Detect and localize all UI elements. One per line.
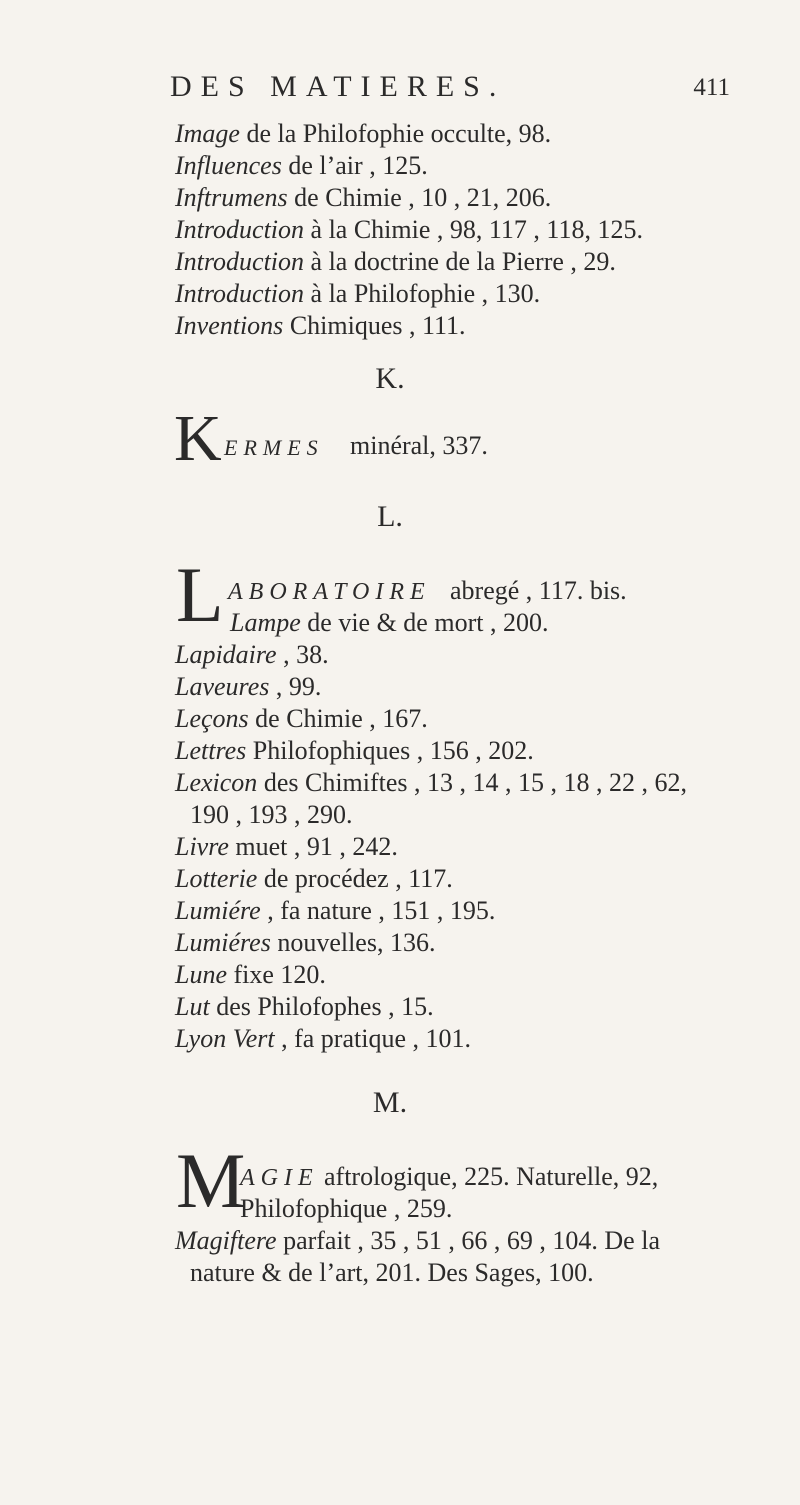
entry-refs: à la Philofophie , 130. xyxy=(304,279,541,308)
index-entry xyxy=(175,150,428,182)
index-entry xyxy=(175,927,435,959)
entry-refs: fixe 120. xyxy=(227,960,326,989)
index-entry xyxy=(175,310,466,342)
entry-refs-kermes: minéral, 337. xyxy=(350,431,488,460)
index-entry xyxy=(175,991,434,1023)
drop-cap-m: M xyxy=(176,1137,246,1224)
index-entry xyxy=(175,831,398,863)
entry-term: Introduction xyxy=(175,247,305,276)
page-number: 411 xyxy=(693,74,730,101)
index-entry xyxy=(175,1225,660,1257)
entry-refs: Chimiques , 111. xyxy=(283,311,466,340)
entry-refs: muet , 91 , 242. xyxy=(228,832,398,861)
entry-refs: , fa pratique , 101. xyxy=(274,1024,471,1053)
entry-continuation: Philofophique , 259. xyxy=(240,1194,453,1223)
index-entry xyxy=(175,895,495,927)
entry-refs-magie: aftrologique, 225. Naturelle, 92, xyxy=(324,1162,659,1191)
entry-refs: , fa nature , 151 , 195. xyxy=(260,896,496,925)
entry-refs: de Chimie , 10 , 21, 206. xyxy=(287,183,552,212)
entry-term: Image xyxy=(175,119,240,148)
entry-refs: nouvelles, 136. xyxy=(270,928,436,957)
entry-term: Lumiére xyxy=(175,896,261,925)
index-entry xyxy=(175,246,616,278)
entry-term: Lampe xyxy=(230,608,301,637)
entry-term: Inventions xyxy=(175,311,284,340)
index-entry xyxy=(175,671,321,703)
section-heading-m: M. xyxy=(372,1086,408,1119)
entry-term: Inftrumens xyxy=(175,183,288,212)
section-heading-k: K. xyxy=(375,362,405,395)
entry-refs: Philofophiques , 156 , 202. xyxy=(246,736,534,765)
entry-continuation: nature & de l’art, 201. Des Sages, 100. xyxy=(190,1258,594,1287)
index-entry xyxy=(175,703,428,735)
index-entry xyxy=(175,767,687,799)
index-entry xyxy=(175,863,453,895)
entry-refs: de vie & de mort , 200. xyxy=(300,608,549,637)
entry-term: Lettres xyxy=(175,736,247,765)
entry-refs: parfait , 35 , 51 , 66 , 69 , 104. De la xyxy=(276,1226,660,1255)
entry-refs: des Chimiftes , 13 , 14 , 15 , 18 , 22 , 62, xyxy=(257,768,688,797)
entry-refs: de l’air , 125. xyxy=(281,151,428,180)
entry-refs: à la Chimie , 98, 117 , 118, 125. xyxy=(304,215,643,244)
entry-refs: des Philofophes , 15. xyxy=(209,992,434,1021)
index-entry xyxy=(175,639,329,671)
entry-refs: , 38. xyxy=(276,640,329,669)
index-entry xyxy=(175,735,534,767)
drop-cap-l: L xyxy=(176,551,224,638)
index-entry xyxy=(175,1023,471,1055)
entry-refs: à la doctrine de la Pierre , 29. xyxy=(304,247,616,276)
entry-refs-laboratoire: abregé , 117. bis. xyxy=(450,576,627,605)
entry-term: Lotterie xyxy=(175,864,258,893)
drop-cap-k: K xyxy=(174,402,222,475)
index-entry xyxy=(175,959,326,991)
entry-term: Lapidaire xyxy=(175,640,277,669)
index-entry xyxy=(175,118,551,150)
entry-term: Lumiéres xyxy=(175,928,271,957)
index-entry xyxy=(230,607,548,639)
entry-continuation: 190 , 193 , 290. xyxy=(190,800,353,829)
entry-refs: , 99. xyxy=(269,672,322,701)
index-entry xyxy=(175,214,643,246)
entry-term: Influences xyxy=(175,151,282,180)
entry-term: Lexicon xyxy=(175,768,258,797)
entry-refs: de procédez , 117. xyxy=(257,864,453,893)
entry-term: Livre xyxy=(175,832,229,861)
index-entry xyxy=(175,182,551,214)
entry-term-kermes: ERMES xyxy=(224,435,324,460)
section-heading-l: L. xyxy=(377,500,403,533)
entry-term-laboratoire: ABORATOIRE xyxy=(228,579,431,605)
running-title: DES MATIERES. xyxy=(170,70,506,103)
running-header xyxy=(170,70,730,114)
entry-term-magie: AGIE xyxy=(240,1165,319,1191)
entry-term: Introduction xyxy=(175,215,305,244)
entry-term: Lune xyxy=(175,960,227,989)
entry-term: Lyon Vert xyxy=(175,1024,275,1053)
entry-term: Laveures xyxy=(175,672,270,701)
entry-term: Introduction xyxy=(175,279,305,308)
entry-term: Magiftere xyxy=(175,1226,277,1255)
index-entry xyxy=(175,278,540,310)
entry-term: Leçons xyxy=(175,704,249,733)
entry-term: Lut xyxy=(175,992,210,1021)
entry-refs: de Chimie , 167. xyxy=(248,704,428,733)
entry-refs: de la Philofophie occulte, 98. xyxy=(239,119,552,148)
